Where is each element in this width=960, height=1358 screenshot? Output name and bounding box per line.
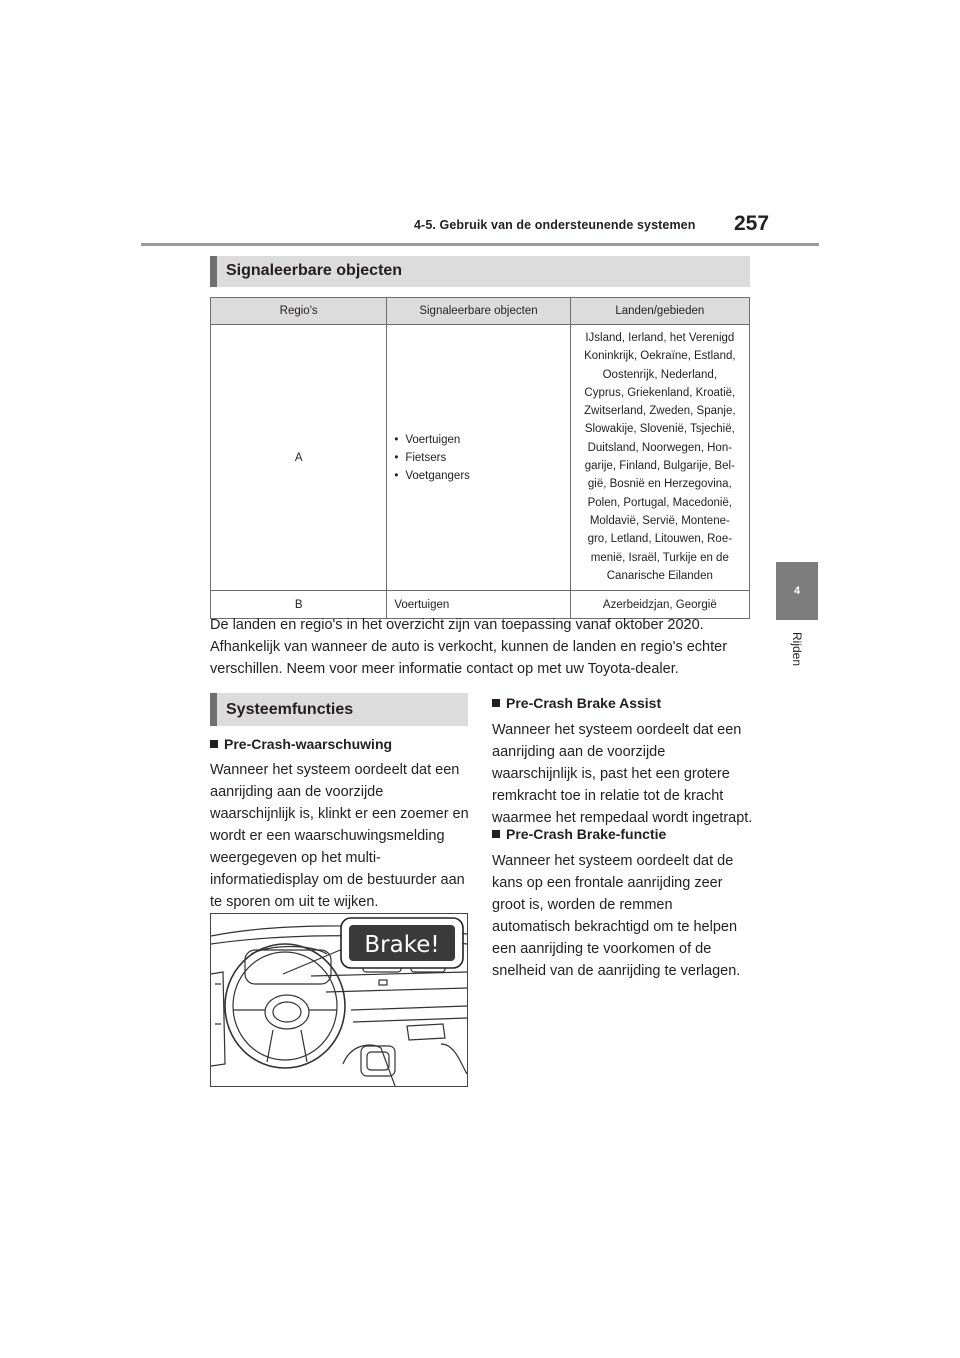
countries-line: Oostenrijk, Nederland, [602, 368, 718, 381]
objects-list [394, 431, 569, 485]
countries-line: gië, Bosnië en Herzegovina, [587, 478, 732, 491]
table-header-cell: Regio's [211, 298, 387, 325]
list-item: • Fietsers [394, 449, 569, 467]
chapter-tab: 4 [776, 562, 818, 620]
region-cell: A [211, 325, 387, 591]
countries-line: Moldavië, Servië, Montene- [589, 514, 730, 527]
objects-cell: Voertuigen [387, 591, 570, 619]
brake-function-text: Wanneer het systeem oordeelt dat de kans op een frontale aanrijding zeer groot is, worden de remmen automatisch bekrachtigd om te helpen een aanrijding te voorkomen of de snelheid van de aanrijding te verlagen. [492, 853, 741, 979]
square-bullet-icon [492, 699, 500, 707]
signal-objects-table [210, 297, 750, 619]
warning-text: Wanneer het systeem oordeelt dat een aanrijding aan de voorzijde waarschijnlijk is, klinkt er een zoemer en wordt er een waarschuwingsmelding weergegeven op het multi-informatiedisplay om de bestuurder aan te sporen om uit te wijken. [210, 762, 469, 910]
countries-line: Zwitserland, Zweden, Spanje, [584, 405, 736, 418]
brake-assist-heading [492, 693, 661, 713]
chapter-label: Rijden [790, 632, 804, 667]
countries-line: IJsland, Ierland, het Verenigd [585, 332, 735, 344]
countries-cell: Azerbeidzjan, Georgië [570, 591, 749, 619]
brake-function-title: Pre-Crash Brake-functie [506, 826, 667, 842]
list-item: • Voertuigen [394, 431, 569, 449]
brake-function-heading [492, 824, 666, 844]
warning-heading [210, 734, 392, 754]
table-header-cell: Landen/gebieden [570, 298, 749, 325]
section-heading-signal: Signaleerbare objecten [210, 256, 750, 287]
countries-line: gro, Letland, Litouwen, Roe- [587, 533, 733, 546]
region-cell: B [211, 591, 387, 619]
table-header-cell: Signaleerbare objecten [387, 298, 570, 325]
countries-line: Slowakije, Slovenië, Tsjechië, [584, 423, 735, 436]
countries-line: Canarische Eilanden [606, 569, 713, 582]
table-row [211, 325, 750, 591]
countries-line: Cyprus, Griekenland, Kroatië, [584, 386, 736, 399]
countries-line: Duitsland, Noorwegen, Hon- [587, 441, 733, 454]
countries-cell [570, 325, 749, 591]
brake-warning-message: Brake! [364, 932, 440, 958]
dashboard-drawing [211, 914, 467, 1086]
header-divider [141, 243, 819, 246]
countries-line: Koninkrijk, Oekraïne, Estland, [584, 350, 736, 363]
section-title: 4-5. Gebruik van de ondersteunende systemen [414, 218, 696, 232]
square-bullet-icon [210, 740, 218, 748]
list-item: • Voetgangers [394, 467, 569, 485]
brake-assist-text: Wanneer het systeem oordeelt dat een aanrijding aan de voorzijde waarschijnlijk is, past het een grotere remkracht toe in relatie tot de kracht waarmee het rempedaal wordt ingetrapt. [492, 722, 753, 826]
availability-note: De landen en regio's in het overzicht zijn van toepassing vanaf oktober 2020. Afhankelijk van wanneer de auto is verkocht, kunnen de landen en regio's echter verschillen. Neem voor meer informatie contact op met uw Toyota-dealer. [210, 617, 728, 677]
objects-cell [387, 325, 570, 591]
countries-line: garije, Finland, Bulgarije, Bel- [584, 460, 735, 473]
countries-line: menië, Israël, Turkije en de [590, 551, 729, 564]
table-header-row [211, 298, 750, 325]
page-number: 257 [734, 212, 770, 235]
square-bullet-icon [492, 830, 500, 838]
section-heading-system: Systeemfuncties [210, 693, 468, 726]
warning-title: Pre-Crash-waarschuwing [224, 736, 393, 752]
brake-assist-title: Pre-Crash Brake Assist [506, 695, 662, 711]
countries-line: Polen, Portugal, Macedonië, [587, 496, 733, 509]
dashboard-illustration [210, 913, 468, 1087]
